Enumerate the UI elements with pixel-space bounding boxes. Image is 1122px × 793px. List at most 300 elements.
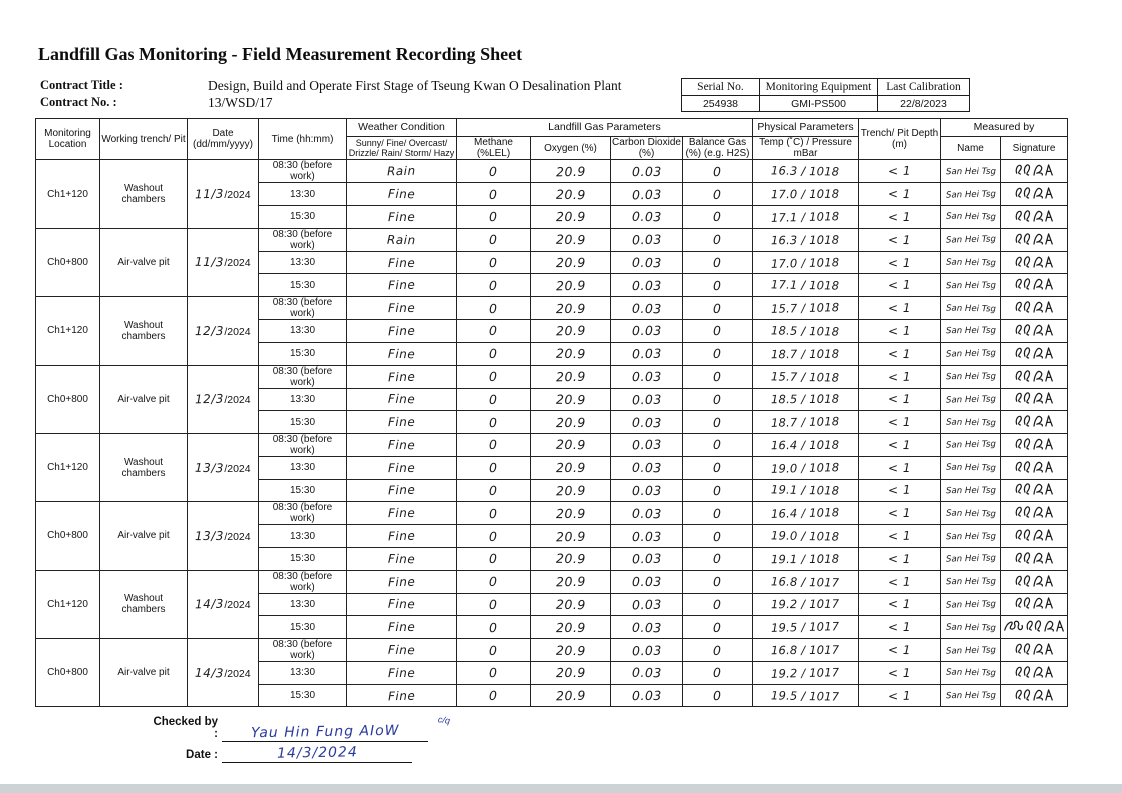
weather-entry-cell: Fine bbox=[347, 183, 457, 206]
balance-gas-value-cell: 0 bbox=[683, 502, 753, 525]
time-cell: 15:30 bbox=[259, 411, 347, 434]
measurer-name-cell: San Hei Tsg bbox=[941, 525, 1001, 548]
signature-scribble bbox=[1013, 503, 1055, 520]
temp-pressure-value-cell: 19.0 / 1018 bbox=[753, 525, 859, 548]
measurement-row bbox=[36, 228, 1068, 251]
weather-entry-cell: Fine bbox=[347, 616, 457, 639]
temp-pressure-value-cell: 16.8 / 1017 bbox=[753, 639, 859, 662]
monitoring-location-cell: Ch0+800 bbox=[36, 365, 100, 433]
oxygen-value-cell: 20.9 bbox=[531, 388, 611, 411]
col-header-physical-parameters: Physical Parameters bbox=[753, 119, 859, 137]
weather-entry-cell: Fine bbox=[347, 684, 457, 707]
measurer-name-cell: San Hei Tsg bbox=[941, 160, 1001, 183]
signature-cell bbox=[1001, 388, 1068, 411]
measurement-row bbox=[36, 639, 1068, 662]
measurer-name-cell: San Hei Tsg bbox=[941, 388, 1001, 411]
col-header-measured-by: Measured by bbox=[941, 119, 1068, 137]
methane-value-cell: 0 bbox=[457, 160, 531, 183]
measurer-name-cell: San Hei Tsg bbox=[941, 411, 1001, 434]
co2-value-cell: 0.03 bbox=[611, 320, 683, 343]
signature-cell bbox=[1001, 502, 1068, 525]
col-header-date: Date (dd/mm/yyyy) bbox=[188, 119, 259, 160]
oxygen-value-cell: 20.9 bbox=[531, 684, 611, 707]
monitoring-table bbox=[35, 118, 1068, 707]
co2-value-cell: 0.03 bbox=[611, 502, 683, 525]
weather-entry-cell: Fine bbox=[347, 639, 457, 662]
table-header bbox=[36, 119, 1068, 160]
contract-no-label: Contract No. : bbox=[40, 95, 117, 109]
methane-value-cell: 0 bbox=[457, 662, 531, 685]
depth-value-cell: < 1 bbox=[859, 388, 941, 411]
monitoring-location-cell: Ch1+120 bbox=[36, 297, 100, 365]
monitoring-location-cell: Ch0+800 bbox=[36, 502, 100, 570]
balance-gas-value-cell: 0 bbox=[683, 639, 753, 662]
col-header-gas-parameters: Landfill Gas Parameters bbox=[457, 119, 753, 137]
time-cell: 13:30 bbox=[259, 183, 347, 206]
balance-gas-value-cell: 0 bbox=[683, 616, 753, 639]
balance-gas-value-cell: 0 bbox=[683, 456, 753, 479]
signature-cell bbox=[1001, 570, 1068, 593]
weather-entry-cell: Rain bbox=[347, 160, 457, 183]
time-cell: 13:30 bbox=[259, 525, 347, 548]
scan-edge-strip bbox=[0, 784, 1122, 793]
time-cell: 08:30 (before work) bbox=[259, 297, 347, 320]
oxygen-value-cell: 20.9 bbox=[531, 502, 611, 525]
oxygen-value-cell: 20.9 bbox=[531, 433, 611, 456]
measurer-name-cell: San Hei Tsg bbox=[941, 342, 1001, 365]
col-header-carbon-dioxide: Carbon Dioxide (%) bbox=[612, 137, 681, 160]
contract-title-value: Design, Build and Operate First Stage of Tseung Kwan O Desalination Plant bbox=[208, 78, 622, 93]
depth-value-cell: < 1 bbox=[859, 456, 941, 479]
signature-cell bbox=[1001, 684, 1068, 707]
methane-value-cell: 0 bbox=[457, 456, 531, 479]
signature-cell bbox=[1001, 525, 1068, 548]
balance-gas-value-cell: 0 bbox=[683, 433, 753, 456]
working-trench-cell: Air-valve pit bbox=[100, 228, 188, 296]
methane-value-cell: 0 bbox=[457, 479, 531, 502]
oxygen-value-cell: 20.9 bbox=[531, 365, 611, 388]
balance-gas-value-cell: 0 bbox=[683, 388, 753, 411]
signature-scribble bbox=[1013, 572, 1055, 589]
methane-value-cell: 0 bbox=[457, 433, 531, 456]
balance-gas-value-cell: 0 bbox=[683, 274, 753, 297]
weather-entry-cell: Fine bbox=[347, 388, 457, 411]
weather-entry-cell: Fine bbox=[347, 479, 457, 502]
weather-entry-cell: Fine bbox=[347, 411, 457, 434]
temp-pressure-value-cell: 15.7 / 1018 bbox=[753, 365, 859, 388]
signature-scribble bbox=[1013, 480, 1055, 497]
measurer-name-cell: San Hei Tsg bbox=[941, 547, 1001, 570]
working-trench-cell: Washout chambers bbox=[100, 297, 188, 365]
date-cell: 12/3/2024 bbox=[188, 297, 259, 365]
depth-value-cell: < 1 bbox=[859, 684, 941, 707]
measurer-name-cell: San Hei Tsg bbox=[941, 183, 1001, 206]
contract-title-label: Contract Title : bbox=[40, 78, 123, 92]
col-header-oxygen: Oxygen (%) bbox=[531, 137, 611, 160]
balance-gas-value-cell: 0 bbox=[683, 593, 753, 616]
signature-cell bbox=[1001, 320, 1068, 343]
time-cell: 13:30 bbox=[259, 593, 347, 616]
temp-pressure-value-cell: 19.1 / 1018 bbox=[753, 479, 859, 502]
co2-value-cell: 0.03 bbox=[611, 547, 683, 570]
temp-pressure-value-cell: 16.4 / 1018 bbox=[753, 502, 859, 525]
depth-value-cell: < 1 bbox=[859, 433, 941, 456]
oxygen-value-cell: 20.9 bbox=[531, 206, 611, 229]
temp-pressure-value-cell: 18.7 / 1018 bbox=[753, 411, 859, 434]
balance-gas-value-cell: 0 bbox=[683, 320, 753, 343]
co2-value-cell: 0.03 bbox=[611, 342, 683, 365]
col-header-working-trench: Working trench/ Pit bbox=[100, 119, 188, 160]
oxygen-value-cell: 20.9 bbox=[531, 570, 611, 593]
col-header-trench-pit-depth: Trench/ Pit Depth (m) bbox=[859, 119, 941, 160]
monitoring-location-cell: Ch0+800 bbox=[36, 228, 100, 296]
serial-no-value: 254938 bbox=[682, 96, 760, 112]
time-cell: 08:30 (before work) bbox=[259, 639, 347, 662]
depth-value-cell: < 1 bbox=[859, 479, 941, 502]
measurer-name-cell: San Hei Tsg bbox=[941, 228, 1001, 251]
checked-date-line bbox=[222, 744, 412, 763]
signature-scribble bbox=[1013, 412, 1055, 429]
temp-pressure-value-cell: 19.5 / 1017 bbox=[753, 684, 859, 707]
working-trench-cell: Air-valve pit bbox=[100, 365, 188, 433]
oxygen-value-cell: 20.9 bbox=[531, 662, 611, 685]
depth-value-cell: < 1 bbox=[859, 365, 941, 388]
balance-gas-value-cell: 0 bbox=[683, 342, 753, 365]
time-cell: 08:30 (before work) bbox=[259, 365, 347, 388]
working-trench-cell: Washout chambers bbox=[100, 570, 188, 638]
measurer-name-cell: San Hei Tsg bbox=[941, 502, 1001, 525]
methane-value-cell: 0 bbox=[457, 684, 531, 707]
signature-scribble bbox=[1013, 389, 1055, 406]
measurer-name-cell: San Hei Tsg bbox=[941, 456, 1001, 479]
time-cell: 13:30 bbox=[259, 388, 347, 411]
oxygen-value-cell: 20.9 bbox=[531, 228, 611, 251]
methane-value-cell: 0 bbox=[457, 251, 531, 274]
depth-value-cell: < 1 bbox=[859, 639, 941, 662]
temp-pressure-value-cell: 19.2 / 1017 bbox=[753, 662, 859, 685]
time-cell: 15:30 bbox=[259, 479, 347, 502]
oxygen-value-cell: 20.9 bbox=[531, 525, 611, 548]
measurer-name-cell: San Hei Tsg bbox=[941, 251, 1001, 274]
time-cell: 08:30 (before work) bbox=[259, 160, 347, 183]
co2-value-cell: 0.03 bbox=[611, 251, 683, 274]
monitoring-equipment-header: Monitoring Equipment bbox=[760, 79, 878, 96]
methane-value-cell: 0 bbox=[457, 639, 531, 662]
measurer-name-cell: San Hei Tsg bbox=[941, 433, 1001, 456]
checked-by-signature: Yau Hin Fung AIoW bbox=[250, 722, 400, 742]
signature-cell bbox=[1001, 297, 1068, 320]
weather-entry-cell: Fine bbox=[347, 502, 457, 525]
balance-gas-value-cell: 0 bbox=[683, 251, 753, 274]
weather-entry-cell: Fine bbox=[347, 662, 457, 685]
methane-value-cell: 0 bbox=[457, 320, 531, 343]
temp-pressure-value-cell: 19.0 / 1018 bbox=[753, 456, 859, 479]
measurement-row bbox=[36, 365, 1068, 388]
depth-value-cell: < 1 bbox=[859, 183, 941, 206]
oxygen-value-cell: 20.9 bbox=[531, 297, 611, 320]
weather-entry-cell: Fine bbox=[347, 525, 457, 548]
co2-value-cell: 0.03 bbox=[611, 297, 683, 320]
monitoring-location-cell: Ch1+120 bbox=[36, 160, 100, 228]
date-cell: 12/3/2024 bbox=[188, 365, 259, 433]
signature-scribble-crossed bbox=[1002, 617, 1066, 634]
time-cell: 08:30 (before work) bbox=[259, 433, 347, 456]
measurement-row bbox=[36, 160, 1068, 183]
weather-entry-cell: Fine bbox=[347, 206, 457, 229]
measurement-row bbox=[36, 297, 1068, 320]
signature-cell bbox=[1001, 206, 1068, 229]
measurer-name-cell: San Hei Tsg bbox=[941, 479, 1001, 502]
co2-value-cell: 0.03 bbox=[611, 639, 683, 662]
date-cell: 11/3/2024 bbox=[188, 228, 259, 296]
balance-gas-value-cell: 0 bbox=[683, 206, 753, 229]
temp-pressure-value-cell: 19.2 / 1017 bbox=[753, 593, 859, 616]
time-cell: 08:30 (before work) bbox=[259, 570, 347, 593]
temp-pressure-value-cell: 15.7 / 1018 bbox=[753, 297, 859, 320]
weather-entry-cell: Fine bbox=[347, 297, 457, 320]
oxygen-value-cell: 20.9 bbox=[531, 342, 611, 365]
signature-cell bbox=[1001, 342, 1068, 365]
signature-scribble bbox=[1013, 298, 1055, 315]
col-header-name: Name bbox=[941, 137, 1001, 160]
depth-value-cell: < 1 bbox=[859, 251, 941, 274]
signature-cell bbox=[1001, 662, 1068, 685]
signature-scribble bbox=[1013, 549, 1055, 566]
weather-entry-cell: Fine bbox=[347, 251, 457, 274]
checked-date-value: 14/3/2024 bbox=[276, 744, 358, 762]
temp-pressure-value-cell: 18.5 / 1018 bbox=[753, 388, 859, 411]
co2-value-cell: 0.03 bbox=[611, 228, 683, 251]
oxygen-value-cell: 20.9 bbox=[531, 274, 611, 297]
methane-value-cell: 0 bbox=[457, 411, 531, 434]
temp-pressure-value-cell: 16.3 / 1018 bbox=[753, 228, 859, 251]
temp-pressure-value-cell: 17.1 / 1018 bbox=[753, 274, 859, 297]
co2-value-cell: 0.03 bbox=[611, 206, 683, 229]
balance-gas-value-cell: 0 bbox=[683, 525, 753, 548]
balance-gas-value-cell: 0 bbox=[683, 479, 753, 502]
col-header-methane: Methane (%LEL) bbox=[457, 137, 531, 160]
contract-no-value: 13/WSD/17 bbox=[208, 95, 273, 110]
oxygen-value-cell: 20.9 bbox=[531, 456, 611, 479]
col-header-signature: Signature bbox=[1001, 137, 1068, 160]
depth-value-cell: < 1 bbox=[859, 206, 941, 229]
weather-entry-cell: Fine bbox=[347, 320, 457, 343]
signature-cell bbox=[1001, 228, 1068, 251]
co2-value-cell: 0.03 bbox=[611, 525, 683, 548]
balance-gas-value-cell: 0 bbox=[683, 547, 753, 570]
methane-value-cell: 0 bbox=[457, 183, 531, 206]
co2-value-cell: 0.03 bbox=[611, 684, 683, 707]
checked-by-label: Checked by : bbox=[153, 716, 218, 740]
signature-scribble bbox=[1013, 367, 1055, 384]
signature-scribble bbox=[1013, 230, 1055, 247]
serial-no-header: Serial No. bbox=[682, 79, 760, 96]
time-cell: 15:30 bbox=[259, 616, 347, 639]
temp-pressure-value-cell: 19.1 / 1018 bbox=[753, 547, 859, 570]
balance-gas-value-cell: 0 bbox=[683, 570, 753, 593]
depth-value-cell: < 1 bbox=[859, 320, 941, 343]
balance-gas-value-cell: 0 bbox=[683, 365, 753, 388]
date-cell: 13/3/2024 bbox=[188, 433, 259, 501]
time-cell: 08:30 (before work) bbox=[259, 228, 347, 251]
co2-value-cell: 0.03 bbox=[611, 274, 683, 297]
co2-value-cell: 0.03 bbox=[611, 433, 683, 456]
methane-value-cell: 0 bbox=[457, 365, 531, 388]
working-trench-cell: Washout chambers bbox=[100, 160, 188, 228]
checked-date-label: Date : bbox=[186, 749, 218, 761]
temp-pressure-value-cell: 18.7 / 1018 bbox=[753, 342, 859, 365]
col-header-balance-gas: Balance Gas (%) (e.g. H2S) bbox=[683, 137, 753, 160]
methane-value-cell: 0 bbox=[457, 228, 531, 251]
date-cell: 11/3/2024 bbox=[188, 160, 259, 228]
temp-pressure-value-cell: 16.4 / 1018 bbox=[753, 433, 859, 456]
methane-value-cell: 0 bbox=[457, 570, 531, 593]
page-title: Landfill Gas Monitoring - Field Measurement Recording Sheet bbox=[38, 44, 523, 64]
time-cell: 13:30 bbox=[259, 251, 347, 274]
signature-cell bbox=[1001, 479, 1068, 502]
weather-entry-cell: Fine bbox=[347, 456, 457, 479]
signature-scribble bbox=[1013, 640, 1055, 657]
signature-scribble bbox=[1013, 526, 1055, 543]
oxygen-value-cell: 20.9 bbox=[531, 616, 611, 639]
signature-cell bbox=[1001, 547, 1068, 570]
depth-value-cell: < 1 bbox=[859, 502, 941, 525]
co2-value-cell: 0.03 bbox=[611, 388, 683, 411]
measurement-row bbox=[36, 570, 1068, 593]
signature-scribble bbox=[1013, 161, 1055, 178]
balance-gas-value-cell: 0 bbox=[683, 297, 753, 320]
last-calibration-header: Last Calibration bbox=[878, 79, 970, 96]
measurement-row bbox=[36, 433, 1068, 456]
signature-scribble bbox=[1013, 594, 1055, 611]
weather-entry-cell: Fine bbox=[347, 274, 457, 297]
signature-cell bbox=[1001, 183, 1068, 206]
co2-value-cell: 0.03 bbox=[611, 479, 683, 502]
time-cell: 13:30 bbox=[259, 456, 347, 479]
depth-value-cell: < 1 bbox=[859, 274, 941, 297]
signature-scribble bbox=[1013, 184, 1055, 201]
measurer-name-cell: San Hei Tsg bbox=[941, 570, 1001, 593]
checked-by-note: c/q bbox=[437, 714, 451, 726]
weather-entry-cell: Fine bbox=[347, 365, 457, 388]
oxygen-value-cell: 20.9 bbox=[531, 593, 611, 616]
signature-cell bbox=[1001, 639, 1068, 662]
methane-value-cell: 0 bbox=[457, 274, 531, 297]
balance-gas-value-cell: 0 bbox=[683, 662, 753, 685]
weather-entry-cell: Rain bbox=[347, 228, 457, 251]
time-cell: 15:30 bbox=[259, 547, 347, 570]
signature-scribble bbox=[1013, 253, 1055, 270]
table-body bbox=[36, 160, 1068, 707]
signature-scribble bbox=[1013, 435, 1055, 452]
weather-entry-cell: Fine bbox=[347, 547, 457, 570]
methane-value-cell: 0 bbox=[457, 342, 531, 365]
date-cell: 14/3/2024 bbox=[188, 570, 259, 638]
working-trench-cell: Air-valve pit bbox=[100, 639, 188, 707]
oxygen-value-cell: 20.9 bbox=[531, 160, 611, 183]
temp-pressure-value-cell: 17.0 / 1018 bbox=[753, 183, 859, 206]
balance-gas-value-cell: 0 bbox=[683, 411, 753, 434]
depth-value-cell: < 1 bbox=[859, 342, 941, 365]
signature-cell bbox=[1001, 456, 1068, 479]
depth-value-cell: < 1 bbox=[859, 547, 941, 570]
balance-gas-value-cell: 0 bbox=[683, 228, 753, 251]
working-trench-cell: Air-valve pit bbox=[100, 502, 188, 570]
time-cell: 15:30 bbox=[259, 274, 347, 297]
signature-cell bbox=[1001, 160, 1068, 183]
oxygen-value-cell: 20.9 bbox=[531, 479, 611, 502]
monitoring-location-cell: Ch0+800 bbox=[36, 639, 100, 707]
contract-block bbox=[40, 77, 622, 111]
methane-value-cell: 0 bbox=[457, 547, 531, 570]
measurer-name-cell: San Hei Tsg bbox=[941, 616, 1001, 639]
depth-value-cell: < 1 bbox=[859, 411, 941, 434]
measurer-name-cell: San Hei Tsg bbox=[941, 684, 1001, 707]
methane-value-cell: 0 bbox=[457, 616, 531, 639]
time-cell: 13:30 bbox=[259, 662, 347, 685]
measurer-name-cell: San Hei Tsg bbox=[941, 639, 1001, 662]
time-cell: 15:30 bbox=[259, 206, 347, 229]
temp-pressure-value-cell: 16.3 / 1018 bbox=[753, 160, 859, 183]
oxygen-value-cell: 20.9 bbox=[531, 411, 611, 434]
date-cell: 14/3/2024 bbox=[188, 639, 259, 707]
signature-cell bbox=[1001, 593, 1068, 616]
equipment-info-table bbox=[681, 78, 970, 112]
signature-scribble bbox=[1013, 686, 1055, 703]
oxygen-value-cell: 20.9 bbox=[531, 183, 611, 206]
time-cell: 13:30 bbox=[259, 320, 347, 343]
measurer-name-cell: San Hei Tsg bbox=[941, 593, 1001, 616]
balance-gas-value-cell: 0 bbox=[683, 160, 753, 183]
signature-cell bbox=[1001, 365, 1068, 388]
oxygen-value-cell: 20.9 bbox=[531, 547, 611, 570]
oxygen-value-cell: 20.9 bbox=[531, 639, 611, 662]
monitoring-location-cell: Ch1+120 bbox=[36, 433, 100, 501]
last-calibration-value: 22/8/2023 bbox=[878, 96, 970, 112]
signature-scribble bbox=[1013, 663, 1055, 680]
methane-value-cell: 0 bbox=[457, 593, 531, 616]
measurer-name-cell: San Hei Tsg bbox=[941, 662, 1001, 685]
co2-value-cell: 0.03 bbox=[611, 662, 683, 685]
col-header-temp-pressure: Temp (˚C) / Pressure mBar bbox=[753, 137, 859, 160]
signature-cell bbox=[1001, 251, 1068, 274]
depth-value-cell: < 1 bbox=[859, 662, 941, 685]
measurer-name-cell: San Hei Tsg bbox=[941, 365, 1001, 388]
signature-cell bbox=[1001, 433, 1068, 456]
temp-pressure-value-cell: 17.0 / 1018 bbox=[753, 251, 859, 274]
working-trench-cell: Washout chambers bbox=[100, 433, 188, 501]
time-cell: 08:30 (before work) bbox=[259, 502, 347, 525]
weather-entry-cell: Fine bbox=[347, 342, 457, 365]
depth-value-cell: < 1 bbox=[859, 525, 941, 548]
signature-cell bbox=[1001, 616, 1068, 639]
weather-entry-cell: Fine bbox=[347, 433, 457, 456]
signature-scribble bbox=[1013, 207, 1055, 224]
co2-value-cell: 0.03 bbox=[611, 456, 683, 479]
date-cell: 13/3/2024 bbox=[188, 502, 259, 570]
depth-value-cell: < 1 bbox=[859, 593, 941, 616]
methane-value-cell: 0 bbox=[457, 297, 531, 320]
monitoring-equipment-value: GMI-PS500 bbox=[760, 96, 878, 112]
col-header-weather-options: Sunny/ Fine/ Overcast/ Drizzle/ Rain/ Storm/ Hazy bbox=[347, 137, 457, 160]
col-header-monitoring-location: Monitoring Location bbox=[36, 119, 100, 160]
temp-pressure-value-cell: 18.5 / 1018 bbox=[753, 320, 859, 343]
depth-value-cell: < 1 bbox=[859, 297, 941, 320]
weather-entry-cell: Fine bbox=[347, 570, 457, 593]
signature-cell bbox=[1001, 411, 1068, 434]
temp-pressure-value-cell: 16.8 / 1017 bbox=[753, 570, 859, 593]
balance-gas-value-cell: 0 bbox=[683, 684, 753, 707]
